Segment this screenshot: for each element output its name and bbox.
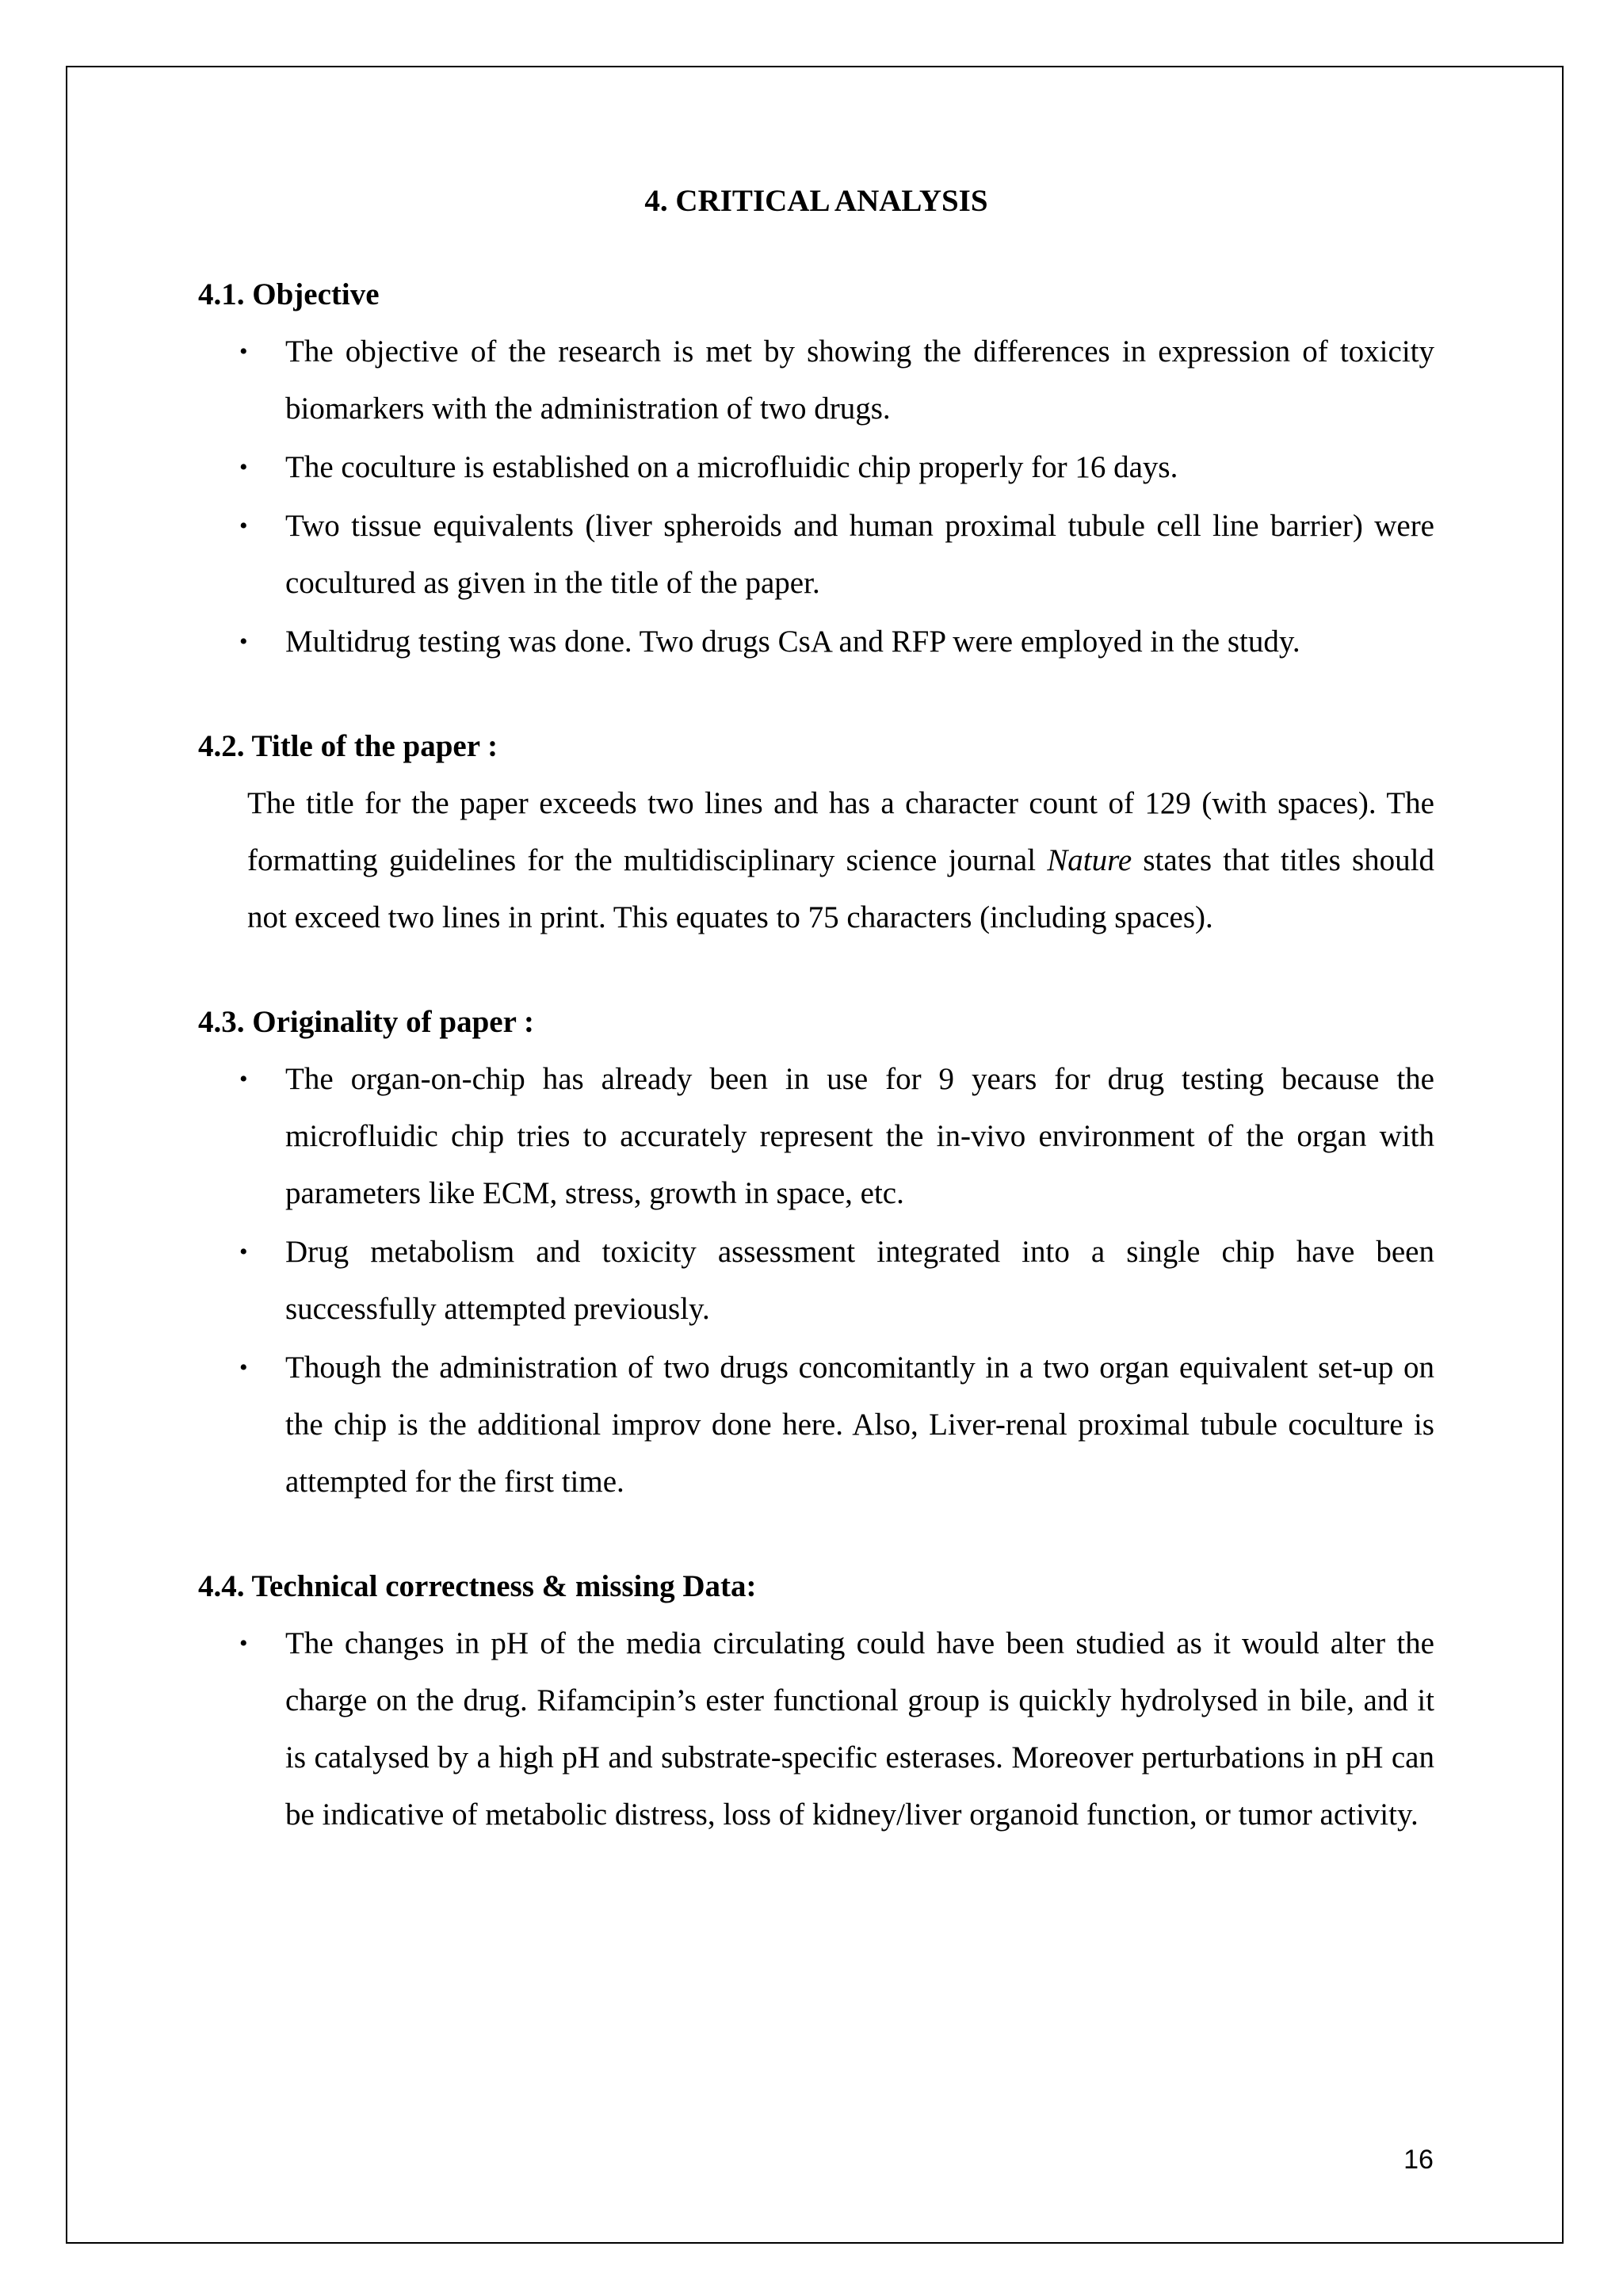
paragraph bbox=[198, 775, 1434, 946]
section-heading: 4.3. Originality of paper : bbox=[198, 1005, 534, 1039]
bullet-icon: • bbox=[239, 513, 248, 539]
journal-name: Nature bbox=[1047, 843, 1132, 877]
section-heading: 4.2. Title of the paper : bbox=[198, 729, 498, 763]
list-item-text: The changes in pH of the media circulating could have been studied as it would alter the charge on the drug. Rifamcipin’s ester functional group is quickly hydrolysed in bile, and it is catalysed by a high pH and substrate-specific esterases. Moreover perturbations in pH can be indicative of metabolic distress, loss of kidney/liver organoid function, or tumor activity. bbox=[285, 1626, 1434, 1832]
bullet-icon: • bbox=[239, 1239, 248, 1265]
list-item bbox=[198, 1339, 1434, 1511]
section-objective bbox=[198, 276, 1434, 670]
bullet-icon: • bbox=[239, 1630, 248, 1656]
bullet-icon: • bbox=[239, 1066, 248, 1092]
list-item-text: The organ-on-chip has already been in use for 9 years for drug testing because the microfluidic chip tries to accurately represent the in-vivo environment of the organ with parameters like ECM, stress, growth in space, etc. bbox=[285, 1062, 1434, 1210]
bullet-icon: • bbox=[239, 338, 248, 365]
bullet-list bbox=[198, 323, 1434, 670]
section-heading: 4.1. Objective bbox=[198, 277, 380, 311]
list-item bbox=[198, 613, 1434, 670]
bullet-list bbox=[198, 1051, 1434, 1511]
section-title-of-paper bbox=[198, 728, 1434, 946]
list-item bbox=[198, 323, 1434, 437]
paragraph-text: states that titles should not exceed two lines in print. This equates to 75 characters (including spaces). bbox=[247, 843, 1434, 934]
section-technical-correctness bbox=[198, 1568, 1434, 1843]
section-heading: 4.4. Technical correctness & missing Data: bbox=[198, 1569, 757, 1603]
list-item-text: Though the administration of two drugs concomitantly in a two organ equivalent set-up on the chip is the additional improv done here. Also, Liver-renal proximal tubule coculture is attempted for the first time. bbox=[285, 1350, 1434, 1499]
list-item-text: Multidrug testing was done. Two drugs CsA and RFP were employed in the study. bbox=[285, 625, 1300, 659]
paragraph-text: The title for the paper exceeds two lines and has a character count of 129 (with spaces). The formatting guidelines for the multidisciplinary science journal bbox=[247, 786, 1434, 877]
bullet-list bbox=[198, 1615, 1434, 1843]
section-originality bbox=[198, 1003, 1434, 1511]
list-item-text: The objective of the research is met by showing the differences in expression of toxicity biomarkers with the administration of two drugs. bbox=[285, 334, 1434, 426]
list-item bbox=[198, 1051, 1434, 1222]
chapter-title: 4. CRITICAL ANALYSIS bbox=[644, 184, 988, 218]
list-item-text: Two tissue equivalents (liver spheroids and human proximal tubule cell line barrier) were cocultured as given in the title of the paper. bbox=[285, 509, 1434, 600]
list-item bbox=[198, 439, 1434, 496]
list-item bbox=[198, 1615, 1434, 1843]
list-item-text: The coculture is established on a microfluidic chip properly for 16 days. bbox=[285, 450, 1178, 484]
bullet-icon: • bbox=[239, 1354, 248, 1381]
page-number: 16 bbox=[1403, 2145, 1434, 2175]
bullet-icon: • bbox=[239, 454, 248, 480]
bullet-icon: • bbox=[239, 628, 248, 655]
list-item bbox=[198, 1224, 1434, 1338]
document-body bbox=[198, 182, 1434, 1901]
list-item bbox=[198, 498, 1434, 612]
list-item-text: Drug metabolism and toxicity assessment integrated into a single chip have been successfully attempted previously. bbox=[285, 1235, 1434, 1326]
